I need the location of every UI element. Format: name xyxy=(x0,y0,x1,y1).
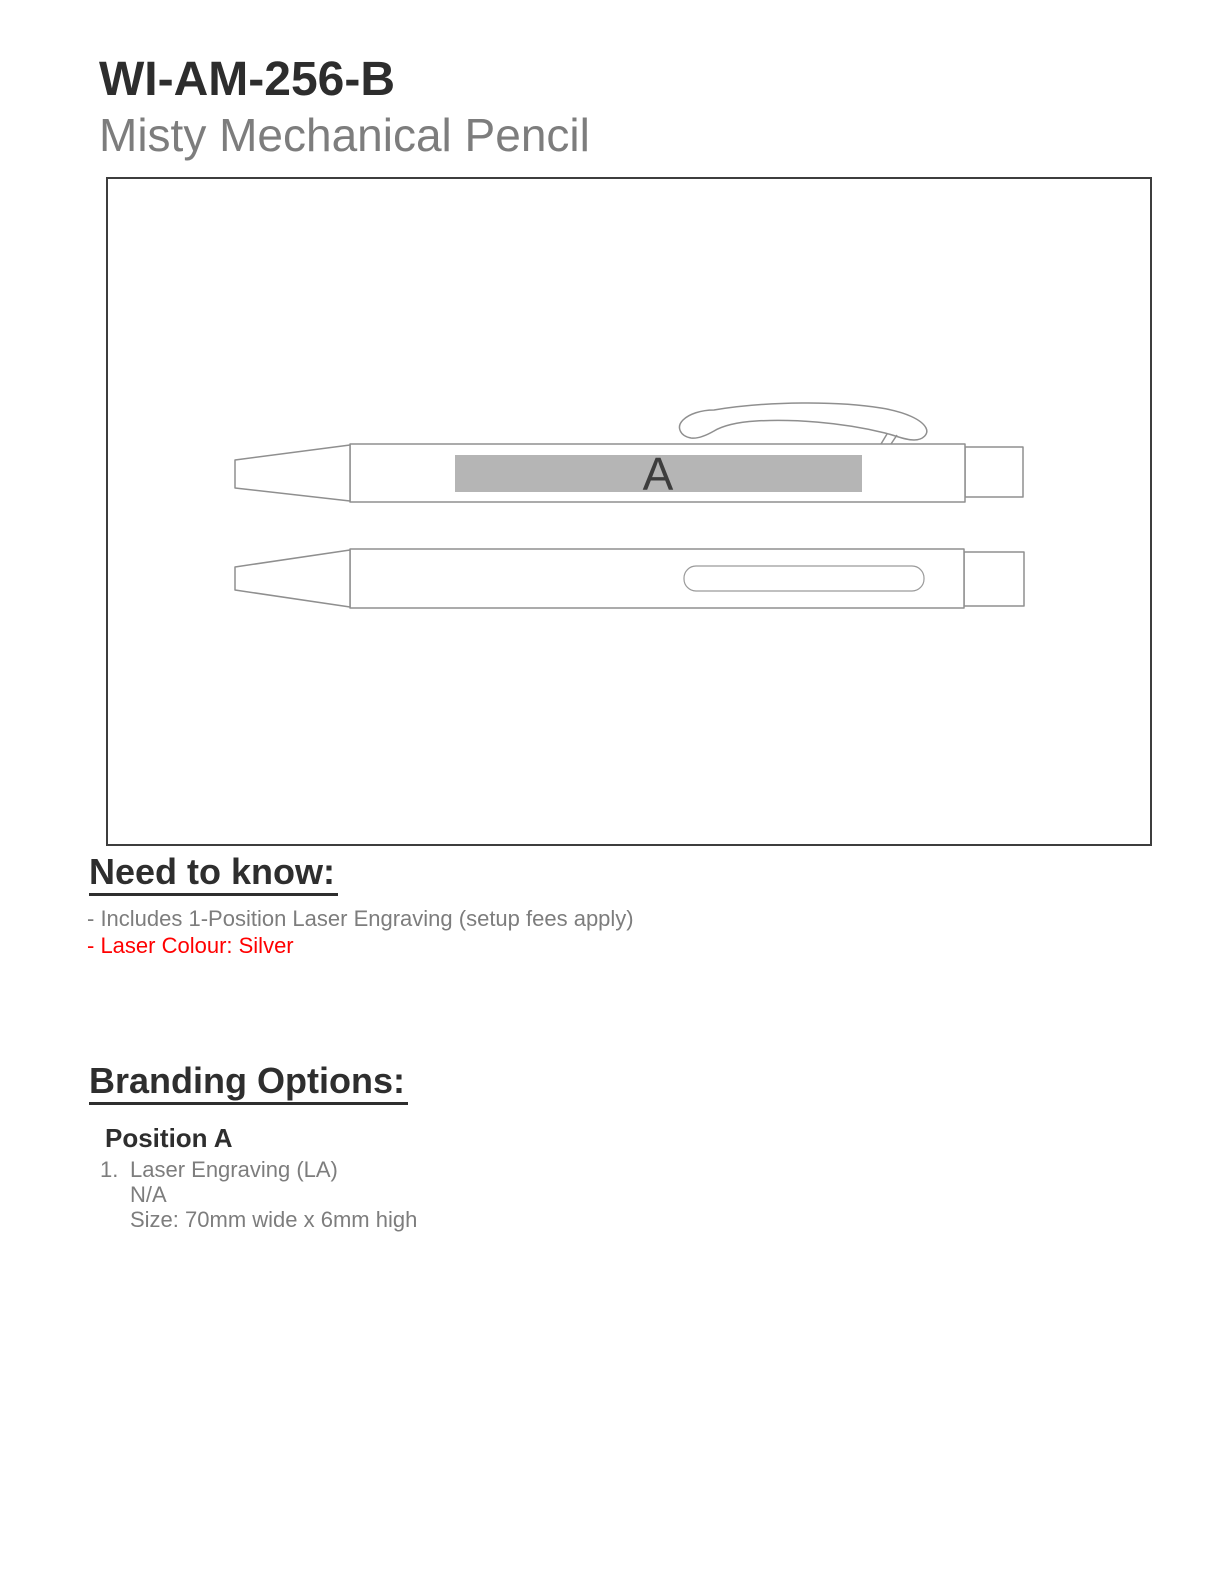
branding-option-detail: N/A xyxy=(130,1182,167,1207)
note-laser-colour: - Laser Colour: Silver xyxy=(87,933,294,958)
pencil-top-view xyxy=(235,549,1024,608)
branding-options-heading: Branding Options: xyxy=(89,1062,408,1105)
branding-position-label: A xyxy=(642,448,674,500)
note-laser-engraving: - Includes 1-Position Laser Engraving (setup fees apply) xyxy=(87,906,634,931)
pencil-end-button xyxy=(965,447,1023,497)
need-to-know-heading: Need to know: xyxy=(89,853,338,896)
need-to-know-notes xyxy=(87,905,634,959)
branding-position-title: Position A xyxy=(105,1123,233,1153)
branding-option-method: Laser Engraving (LA) xyxy=(130,1157,338,1182)
pencil-tip-top xyxy=(235,550,350,607)
pencil-side-view xyxy=(235,403,1023,502)
branding-option-size: Size: 70mm wide x 6mm high xyxy=(130,1207,418,1232)
page-subtitle-product-name: Misty Mechanical Pencil xyxy=(99,109,590,161)
pencil-clip xyxy=(680,403,927,440)
product-diagram-frame xyxy=(106,177,1152,846)
pencil-tip xyxy=(235,445,350,501)
branding-option-1 xyxy=(100,1157,417,1232)
pencil-end-button-top xyxy=(964,552,1024,606)
pencil-diagram xyxy=(108,179,1150,844)
pencil-clip-top xyxy=(684,566,924,591)
branding-option-method-row xyxy=(100,1157,417,1182)
branding-option-number: 1. xyxy=(100,1157,119,1182)
page-title-product-code: WI-AM-256-B xyxy=(99,53,395,106)
